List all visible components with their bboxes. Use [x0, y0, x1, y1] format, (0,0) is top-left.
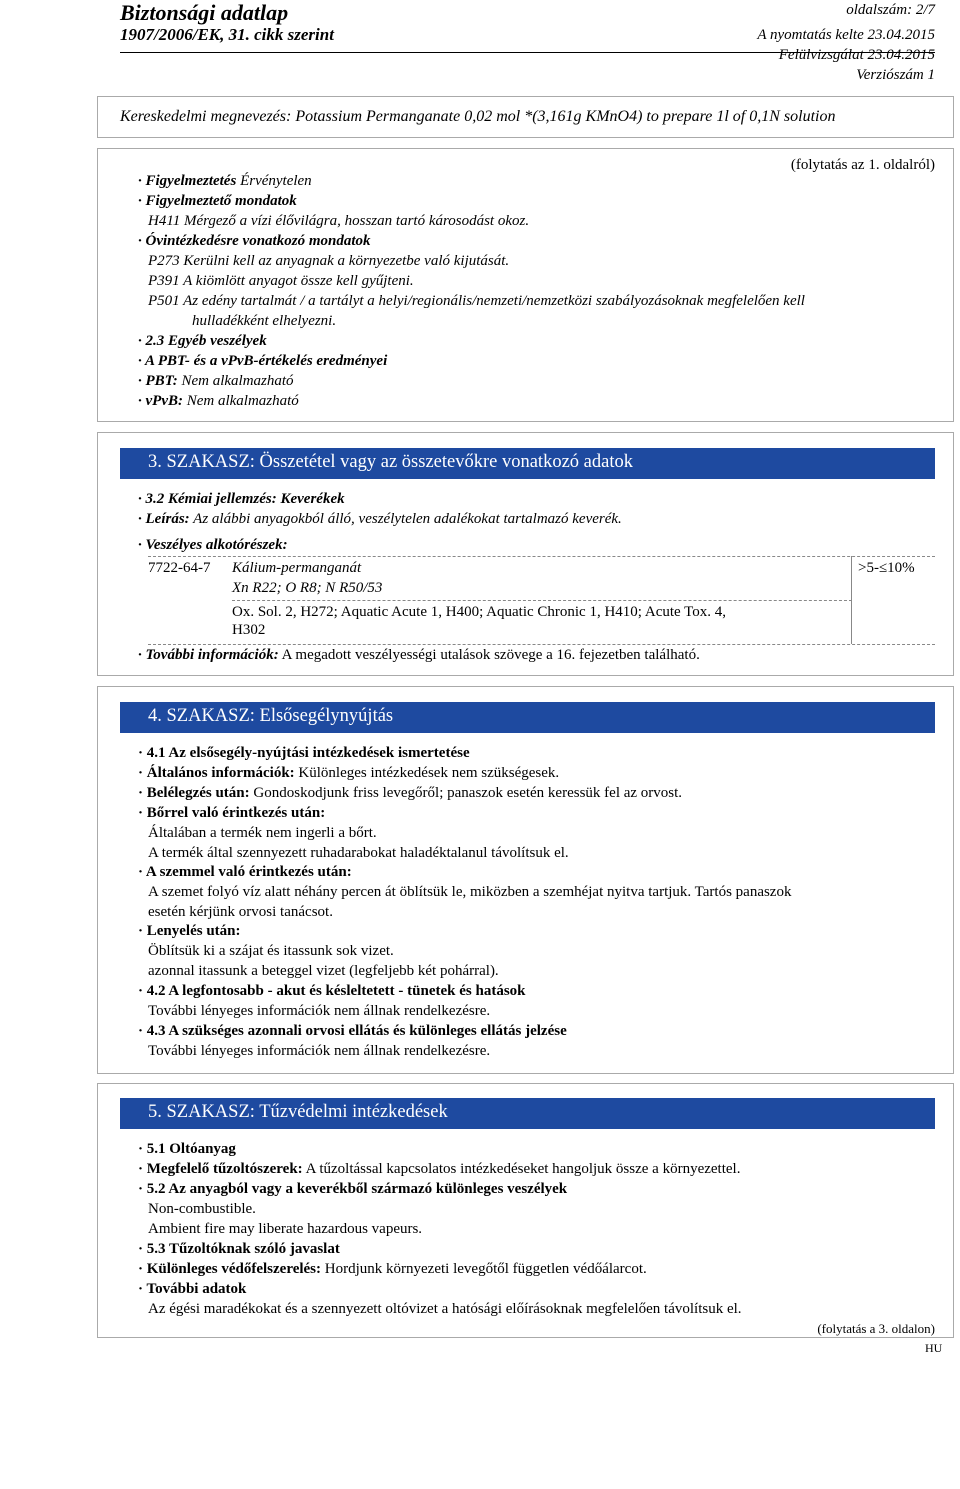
section-4-title: 4. SZAKASZ: Elsősegélynyújtás: [120, 702, 935, 733]
pbt-line: [138, 373, 294, 390]
clp-classification-cont: H302: [232, 622, 266, 638]
general-info-line: [138, 765, 559, 782]
medical-attention-text: További lényeges információk nem állnak rendelkezésre.: [148, 1043, 491, 1059]
special-hazards-text-2: Ambient fire may liberate hazardous vapeurs.: [148, 1221, 423, 1237]
chemical-characterization: · 3.2 Kémiai jellemzés: Keverékek: [138, 491, 345, 507]
symptoms-text: További lényeges információk nem állnak rendelkezésre.: [148, 1003, 491, 1019]
firefighter-advice-heading: · 5.3 Tűzoltóknak szóló javaslat: [138, 1241, 340, 1257]
further-info-line: [138, 647, 700, 664]
inhalation-value: Gondoskodjunk friss levegőről; panaszok esetén keressük fel az orvost.: [253, 785, 683, 801]
pbt-label: · PBT:: [138, 373, 178, 389]
vpvb-line: [138, 393, 299, 410]
regulation-reference: 1907/2006/EK, 31. cikk szerint: [120, 25, 334, 44]
skin-contact-text-1: Általában a termék nem ingerli a bőrt.: [148, 825, 377, 841]
signal-word-label: · Figyelmeztetés: [138, 173, 237, 189]
description-value: Az alábbi anyagokból álló, veszélytelen adalékokat tartalmazó keverék.: [193, 511, 622, 527]
eye-contact-text-1: A szemet folyó víz alatt néhány percen át öblítsük le, miközben a szemhéjat nyitva tartjuk. Tartós panaszok: [148, 884, 792, 900]
eye-contact-text-2: esetén kérjünk orvosi tanácsot.: [148, 904, 333, 920]
header-rule: [120, 52, 935, 53]
pbt-results-heading: · A PBT- és a vPvB-értékelés eredményei: [138, 353, 388, 369]
print-date: A nyomtatás kelte 23.04.2015: [757, 27, 935, 43]
document-title: Biztonsági adatlap: [120, 0, 289, 25]
special-hazards-text-1: Non-combustible.: [148, 1201, 256, 1217]
continued-from-note: (folytatás az 1. oldalról): [790, 157, 935, 173]
trade-name: Kereskedelmi megnevezés: Potassium Permanganate 0,02 mol *(3,161g KMnO4) to prepare 1l of 0,1N solution: [120, 108, 836, 125]
protective-equipment-value: Hordjunk környezeti levegőtől független védőálarcot.: [324, 1261, 647, 1277]
version-number: Verziószám 1: [856, 67, 935, 83]
table-bottom-rule: [148, 644, 935, 645]
classification-rule: [232, 600, 852, 601]
skin-contact-text-2: A termék által szennyezett ruhadarabokat haladéktalanul távolítsuk el.: [148, 845, 569, 861]
suitable-media-value: A tűzoltással kapcsolatos intézkedéseket hangoljuk össze a környezettel.: [305, 1161, 741, 1177]
medical-attention-heading: · 4.3 A szükséges azonnali orvosi ellátás és különleges ellátás jelzése: [138, 1023, 567, 1039]
other-hazards-heading: · 2.3 Egyéb veszélyek: [138, 333, 267, 349]
pbt-value: Nem alkalmazható: [181, 373, 294, 389]
extinguishing-media-heading: · 5.1 Oltóanyag: [138, 1141, 236, 1157]
ingestion-heading: · Lenyelés után:: [138, 923, 241, 939]
p273-statement: P273 Kerülni kell az anyagnak a környezetbe való kijutását.: [148, 253, 510, 269]
general-info-value: Különleges intézkedések nem szükségesek.: [298, 765, 560, 781]
p501-statement: P501 Az edény tartalmát / a tartályt a helyi/regionális/nemzeti/nemzetközi szabályozásoknak megfelelően kell: [148, 293, 805, 309]
precautionary-heading: · Óvintézkedésre vonatkozó mondatok: [138, 233, 371, 249]
p391-statement: P391 A kiömlött anyagot össze kell gyűjteni.: [148, 273, 414, 289]
h411-statement: H411 Mérgező a vízi élővilágra, hosszan tartó károsodást okoz.: [148, 213, 530, 229]
symptoms-heading: · 4.2 A legfontosabb - akut és késleltetett - tünetek és hatások: [138, 983, 526, 999]
eye-contact-heading: · A szemmel való érintkezés után:: [138, 864, 352, 880]
column-divider: [851, 556, 852, 644]
suitable-media-line: [138, 1161, 740, 1178]
revision-date: Felülvizsgálat 23.04.2015: [778, 47, 935, 63]
section-5-title: 5. SZAKASZ: Tűzvédelmi intézkedések: [120, 1098, 935, 1129]
hazard-statements-heading: · Figyelmeztető mondatok: [138, 193, 297, 209]
signal-word-value: Érvénytelen: [240, 173, 312, 189]
clp-classification: Ox. Sol. 2, H272; Aquatic Acute 1, H400; Aquatic Chronic 1, H410; Acute Tox. 4,: [232, 604, 727, 620]
continued-on-note: (folytatás a 3. oldalon): [817, 1321, 935, 1336]
cas-number: 7722-64-7: [148, 560, 211, 576]
protective-equipment-line: [138, 1261, 647, 1278]
p501-statement-cont: hulladékként elhelyezni.: [192, 313, 337, 329]
ingestion-text-2: azonnal itassunk a beteggel vizet (legfeljebb két pohárral).: [148, 963, 499, 979]
suitable-media-label: · Megfelelő tűzoltószerek:: [138, 1161, 303, 1177]
inhalation-label: · Belélegzés után:: [138, 785, 250, 801]
special-hazards-heading: · 5.2 Az anyagból vagy a keverékből származó különleges veszélyek: [138, 1181, 568, 1197]
vpvb-label: · vPvB:: [138, 393, 183, 409]
vpvb-value: Nem alkalmazható: [186, 393, 299, 409]
section-3-title: 3. SZAKASZ: Összetétel vagy az összetevőkre vonatkozó adatok: [120, 448, 935, 479]
concentration: >5-≤10%: [858, 560, 915, 576]
substance-name: Kálium-permanganát: [232, 560, 362, 576]
description-label: · Leírás:: [138, 511, 190, 527]
table-top-rule: [148, 556, 935, 557]
inhalation-line: [138, 785, 682, 802]
first-aid-measures-heading: · 4.1 Az elsősegély-nyújtási intézkedések ismertetése: [138, 745, 470, 761]
protective-equipment-label: · Különleges védőfelszerelés:: [138, 1261, 322, 1277]
additional-info-text: Az égési maradékokat és a szennyezett oltóvizet a hatósági előírásoknak megfelelően távolítsuk el.: [148, 1301, 742, 1317]
further-info-value: A megadott veszélyességi utalások szövege a 16. fejezetben található.: [281, 647, 700, 663]
further-info-label: · További információk:: [138, 647, 279, 663]
dangerous-components-heading: · Veszélyes alkotórészek:: [138, 537, 288, 553]
description-line: [138, 511, 622, 528]
ingestion-text-1: Öblítsük ki a szájat és itassunk sok vizet.: [148, 943, 394, 959]
page-number: oldalszám: 2/7: [846, 2, 935, 18]
skin-contact-heading: · Bőrrel való érintkezés után:: [138, 805, 326, 821]
general-info-label: · Általános információk:: [138, 765, 295, 781]
signal-word-line: [138, 173, 312, 190]
additional-info-heading: · További adatok: [138, 1281, 247, 1297]
old-classification: Xn R22; O R8; N R50/53: [232, 580, 383, 596]
language-code: HU: [925, 1341, 943, 1355]
